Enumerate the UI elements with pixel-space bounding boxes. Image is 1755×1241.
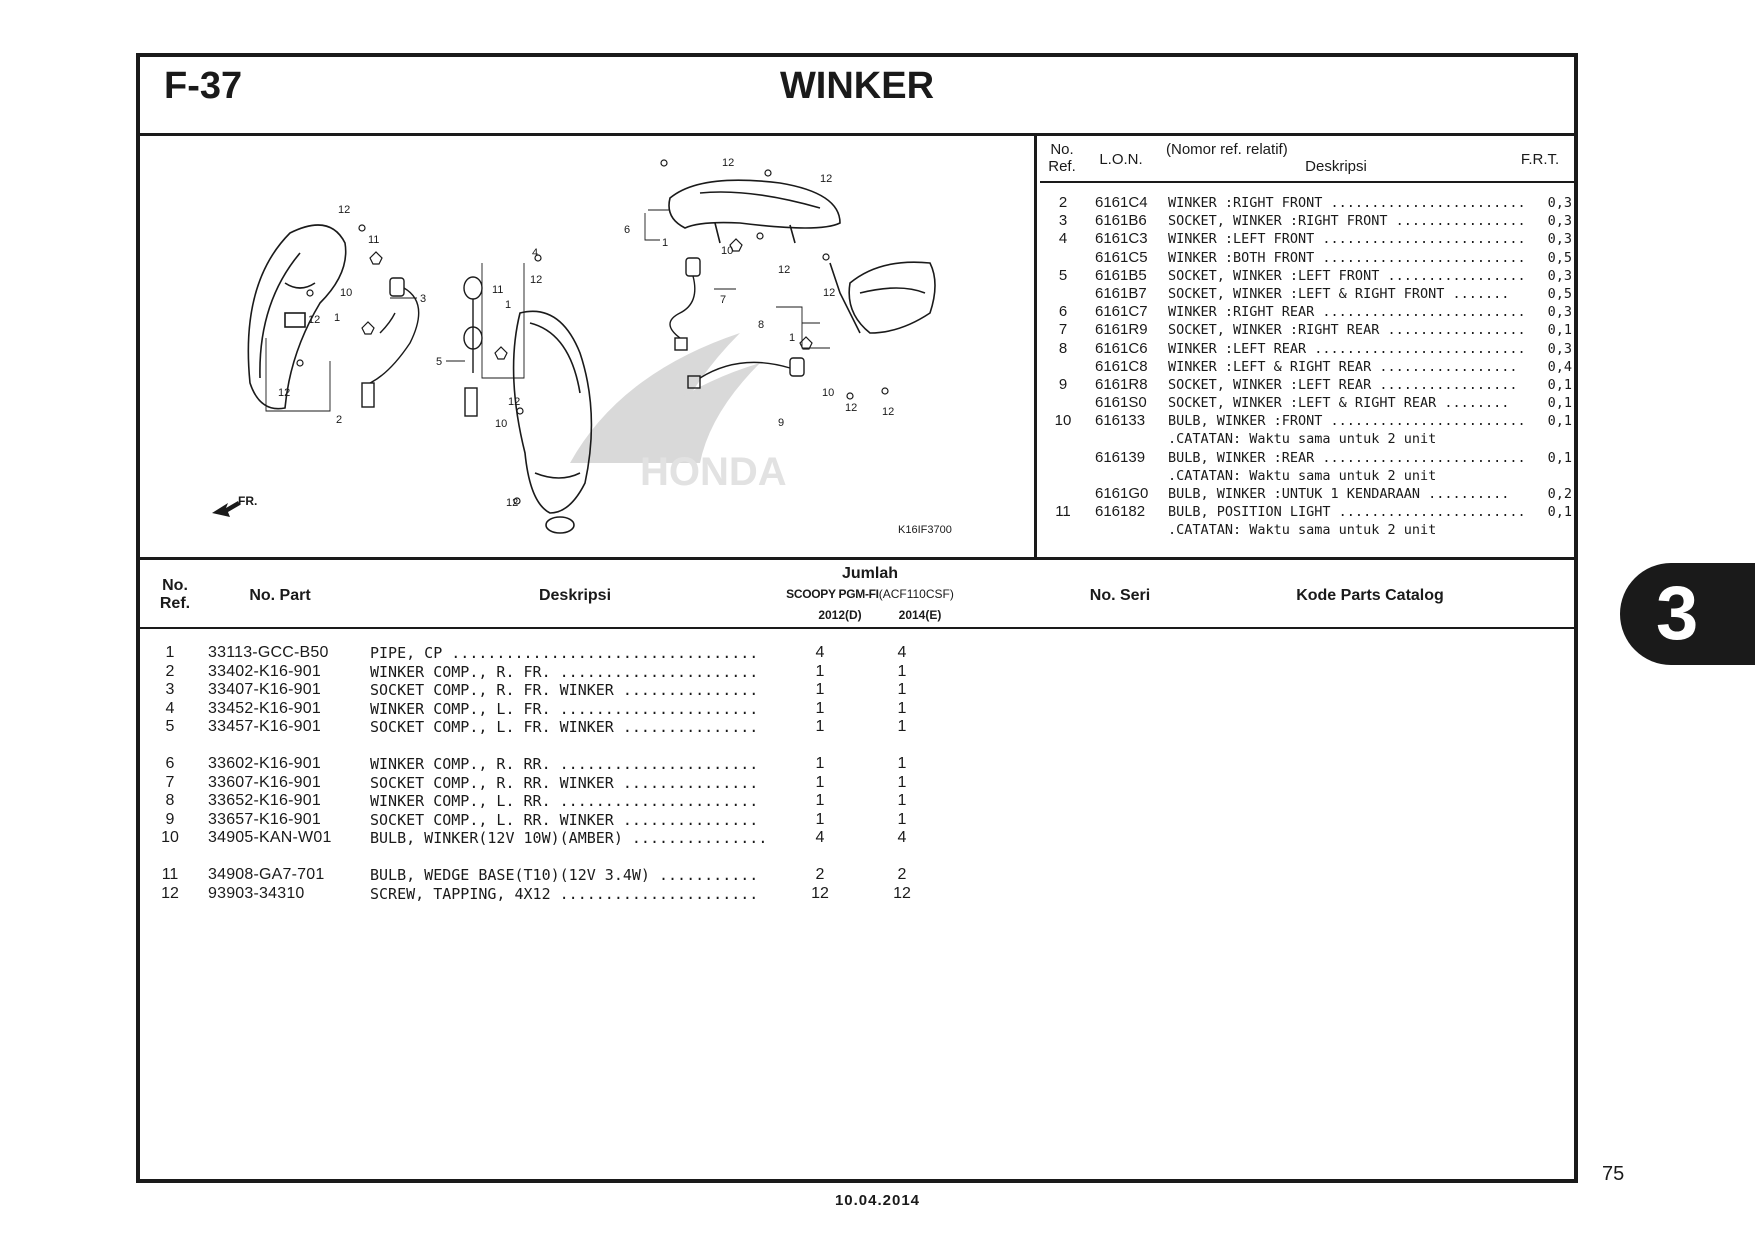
qty-2012: 4 xyxy=(815,829,825,847)
part-ref: 11 xyxy=(161,865,179,883)
callout-5: 5 xyxy=(436,356,443,368)
part-number: 33402-K16-901 xyxy=(208,662,321,680)
frt-ref: 7 xyxy=(1058,321,1068,339)
callout-12c: 12 xyxy=(278,387,291,399)
row-gap xyxy=(140,737,1040,755)
callout-12f: 12 xyxy=(506,497,519,509)
direction-label: FR. xyxy=(238,494,258,508)
upper-section-divider xyxy=(140,557,1574,560)
frt-ref: 6 xyxy=(1058,303,1068,321)
part-number: 33452-K16-901 xyxy=(208,699,321,717)
left-front-winker xyxy=(514,311,592,533)
part-ref: 5 xyxy=(165,718,175,736)
page-number: 75 xyxy=(1602,1163,1625,1185)
frt-value: 0,5 xyxy=(1547,249,1572,266)
frt-header-lon: L.O.N. xyxy=(1099,151,1143,168)
callout-3: 3 xyxy=(420,293,427,305)
part-desc: SCREW, TAPPING, 4X12 ...................... xyxy=(370,884,759,903)
frt-ref: 5 xyxy=(1058,266,1068,284)
frt-desc: BULB, WINKER :FRONT ........................ xyxy=(1168,413,1526,430)
table-row xyxy=(140,866,1040,885)
qty-2012: 1 xyxy=(815,792,825,810)
frt-value: 0,1 xyxy=(1547,413,1572,430)
callout-12g: 12 xyxy=(722,157,735,169)
callout-11a: 11 xyxy=(368,234,380,246)
frt-lon: 6161C4 xyxy=(1095,194,1148,211)
part-desc: SOCKET COMP., R. RR. WINKER ............... xyxy=(370,773,759,792)
frt-value: 0,1 xyxy=(1547,449,1572,466)
left-front-socket xyxy=(464,277,482,416)
frt-value: 0,1 xyxy=(1547,322,1572,339)
qty-2014: 1 xyxy=(897,773,907,791)
frt-value: 0,3 xyxy=(1547,304,1572,321)
table-row xyxy=(140,700,1040,719)
right-rear-socket xyxy=(670,258,700,350)
parts-header-no-part: No. Part xyxy=(249,587,311,604)
winker-exploded-view xyxy=(140,133,1034,557)
frt-row xyxy=(1040,212,1574,230)
direction-arrow xyxy=(212,494,257,517)
table-row xyxy=(140,792,1040,811)
parts-header-model: SCOOPY PGM-FI(ACF110CSF) xyxy=(786,587,954,601)
frt-row xyxy=(1040,412,1574,430)
qty-2014: 1 xyxy=(897,662,907,680)
frt-desc: SOCKET, WINKER :LEFT FRONT ................. xyxy=(1168,267,1526,284)
leader-lines xyxy=(266,210,830,411)
parts-header-divider xyxy=(140,627,1574,629)
right-rear-winker xyxy=(669,180,840,243)
callout-12l: 12 xyxy=(882,406,895,418)
table-row xyxy=(140,663,1040,682)
left-rear-winker xyxy=(830,262,935,333)
parts-header-year-2012: 2012(D) xyxy=(818,608,862,622)
callout-8: 8 xyxy=(758,319,765,331)
frt-row xyxy=(1040,449,1574,467)
frt-row xyxy=(1040,485,1574,503)
frt-row xyxy=(1040,394,1574,412)
frt-desc: SOCKET, WINKER :RIGHT REAR ................. xyxy=(1168,322,1526,339)
part-ref: 9 xyxy=(165,810,175,828)
part-ref: 10 xyxy=(161,829,179,847)
frt-ref: 11 xyxy=(1055,503,1071,521)
part-number: 33113-GCC-B50 xyxy=(208,644,329,661)
qty-2012: 4 xyxy=(815,644,825,661)
part-ref: 7 xyxy=(165,773,175,791)
frt-value: 0,1 xyxy=(1547,376,1572,393)
honda-watermark xyxy=(570,333,760,463)
callout-12h: 12 xyxy=(820,173,833,185)
parts-header-year-2014: 2014(E) xyxy=(898,608,942,622)
part-desc: BULB, WINKER(12V 10W)(AMBER) ............... xyxy=(370,829,768,848)
callout-12i: 12 xyxy=(778,264,791,276)
frt-ref: 8 xyxy=(1058,339,1068,357)
parts-header-no-ref: No. Ref. xyxy=(159,577,191,612)
exploded-diagram xyxy=(140,133,1034,557)
frt-row xyxy=(1040,358,1574,376)
frt-row xyxy=(1040,249,1574,267)
frt-lon: 6161R9 xyxy=(1095,321,1148,339)
callout-12k: 12 xyxy=(845,402,858,414)
right-front-socket xyxy=(362,278,419,407)
part-number: 33407-K16-901 xyxy=(208,681,321,699)
callout-10b: 10 xyxy=(495,418,508,430)
parts-table xyxy=(140,644,1040,903)
frt-desc: WINKER :LEFT & RIGHT REAR ................. xyxy=(1168,358,1518,375)
diagram-code: K16IF3700 xyxy=(898,524,952,536)
part-ref: 6 xyxy=(165,754,175,772)
frt-row xyxy=(1040,285,1574,303)
part-ref: 1 xyxy=(165,644,175,661)
catalog-frame xyxy=(136,53,1578,1183)
frt-row xyxy=(1040,521,1574,539)
section-tab: 3 xyxy=(1620,563,1755,665)
callout-4: 4 xyxy=(532,247,539,259)
callout-12d: 12 xyxy=(530,274,543,286)
callout-1b: 1 xyxy=(505,299,512,311)
frt-lon: 6161C8 xyxy=(1095,357,1148,375)
qty-2012: 12 xyxy=(811,884,829,902)
qty-2012: 1 xyxy=(815,773,825,791)
qty-2012: 2 xyxy=(815,865,825,883)
row-gap xyxy=(140,848,1040,866)
frt-row xyxy=(1040,376,1574,394)
parts-header-desc: Deskripsi xyxy=(538,587,612,604)
part-desc: PIPE, CP .................................. xyxy=(370,644,759,662)
qty-2014: 12 xyxy=(893,884,911,902)
part-number: 93903-34310 xyxy=(208,884,305,902)
part-ref: 12 xyxy=(161,884,179,902)
part-number: 33457-K16-901 xyxy=(208,718,321,736)
table-row xyxy=(140,755,1040,774)
frt-desc: .CATATAN: Waktu sama untuk 2 unit xyxy=(1168,431,1437,448)
diagram-divider xyxy=(1034,133,1037,557)
frt-desc: BULB, WINKER :REAR ......................... xyxy=(1168,449,1526,466)
frt-value: 0,1 xyxy=(1547,395,1572,412)
callout-9: 9 xyxy=(778,417,785,429)
frt-desc: BULB, POSITION LIGHT ....................... xyxy=(1168,504,1526,521)
part-desc: SOCKET COMP., L. FR. WINKER ............... xyxy=(370,718,759,737)
frt-lon: 6161S0 xyxy=(1095,394,1147,412)
frt-row xyxy=(1040,430,1574,448)
callout-12b: 12 xyxy=(308,314,321,326)
table-row xyxy=(140,681,1040,700)
qty-2014: 1 xyxy=(897,699,907,717)
qty-2014: 4 xyxy=(897,829,907,847)
frt-ref: 2 xyxy=(1058,194,1068,211)
qty-2014: 1 xyxy=(897,754,907,772)
honda-watermark-text: HONDA xyxy=(640,450,787,494)
callout-10c: 10 xyxy=(721,245,734,257)
callout-10a: 10 xyxy=(340,287,353,299)
frt-header-no-ref: No. Ref. xyxy=(1048,141,1076,175)
frt-row xyxy=(1040,230,1574,248)
part-desc: WINKER COMP., R. RR. ...................... xyxy=(370,754,759,773)
qty-2012: 1 xyxy=(815,699,825,717)
part-ref: 8 xyxy=(165,792,175,810)
qty-2014: 1 xyxy=(897,718,907,736)
part-number: 33602-K16-901 xyxy=(208,754,321,772)
part-number: 33652-K16-901 xyxy=(208,792,321,810)
table-row xyxy=(140,885,1040,904)
frt-lon: 6161B7 xyxy=(1095,284,1147,302)
part-desc: WINKER COMP., L. RR. ...................... xyxy=(370,792,759,811)
frt-value: 0,3 xyxy=(1547,267,1572,284)
callout-11b: 11 xyxy=(492,284,504,296)
frt-lon: 616182 xyxy=(1095,503,1146,521)
qty-2012: 1 xyxy=(815,754,825,772)
frt-desc: SOCKET, WINKER :LEFT & RIGHT REAR ........ xyxy=(1168,395,1510,412)
frt-desc: WINKER :LEFT FRONT ......................... xyxy=(1168,231,1526,248)
frt-ref: 3 xyxy=(1058,212,1068,230)
frt-ref: 10 xyxy=(1054,412,1072,430)
frt-lon: 616133 xyxy=(1095,412,1146,430)
part-desc: SOCKET COMP., L. RR. WINKER ............... xyxy=(370,810,759,829)
frt-lon: 6161R8 xyxy=(1095,375,1148,393)
part-desc: WINKER COMP., R. FR. ...................... xyxy=(370,662,759,681)
frt-row xyxy=(1040,467,1574,485)
qty-2014: 1 xyxy=(897,792,907,810)
frt-value: 0,3 xyxy=(1547,340,1572,357)
qty-2012: 1 xyxy=(815,662,825,680)
frt-row xyxy=(1040,340,1574,358)
callout-1c: 1 xyxy=(662,237,669,249)
parts-header-no-seri: No. Seri xyxy=(1089,587,1151,604)
frt-value: 0,5 xyxy=(1547,285,1572,302)
frt-desc: WINKER :BOTH FRONT ......................... xyxy=(1168,249,1526,266)
qty-2014: 2 xyxy=(897,865,907,883)
frt-lon: 6161B6 xyxy=(1095,212,1147,230)
parts-header-jumlah: Jumlah xyxy=(841,565,898,582)
frt-row xyxy=(1040,267,1574,285)
frt-table xyxy=(1040,194,1574,540)
callout-12e: 12 xyxy=(508,396,521,408)
callout-6: 6 xyxy=(624,224,631,236)
part-number: 34905-KAN-W01 xyxy=(208,829,332,847)
frt-ref: 4 xyxy=(1058,230,1068,248)
frt-row xyxy=(1040,321,1574,339)
frt-ref: 9 xyxy=(1058,375,1068,393)
table-row xyxy=(140,774,1040,793)
frt-lon: 6161C7 xyxy=(1095,303,1148,321)
frt-desc: SOCKET, WINKER :LEFT & RIGHT FRONT ....... xyxy=(1168,285,1510,302)
part-desc: BULB, WEDGE BASE(T10)(12V 3.4W) ........... xyxy=(370,865,759,884)
frt-lon: 6161C6 xyxy=(1095,339,1148,357)
frt-header-divider xyxy=(1040,181,1578,183)
frt-value: 0,2 xyxy=(1547,486,1572,502)
frt-row xyxy=(1040,194,1574,212)
part-ref: 3 xyxy=(165,681,175,699)
part-ref: 4 xyxy=(165,699,175,717)
right-front-winker xyxy=(248,225,345,409)
frt-desc: WINKER :RIGHT REAR ......................... xyxy=(1168,304,1526,321)
footer-date: 10.04.2014 xyxy=(834,1192,921,1209)
page-title: WINKER xyxy=(779,65,935,107)
callout-10d: 10 xyxy=(822,387,835,399)
part-number: 34908-GA7-701 xyxy=(208,865,325,883)
frt-row xyxy=(1040,503,1574,521)
qty-2014: 1 xyxy=(897,681,907,699)
part-ref: 2 xyxy=(165,662,175,680)
frt-lon: 6161B5 xyxy=(1095,266,1147,284)
frt-header-frt: F.R.T. xyxy=(1520,151,1560,168)
table-row xyxy=(140,811,1040,830)
part-number: 33657-K16-901 xyxy=(208,810,321,828)
frt-lon: 6161C5 xyxy=(1095,248,1148,266)
frt-lon: 6161G0 xyxy=(1095,485,1149,502)
parts-header-kode: Kode Parts Catalog xyxy=(1296,587,1444,604)
frt-desc: WINKER :LEFT REAR .......................... xyxy=(1168,340,1526,357)
table-row xyxy=(140,644,1040,663)
callout-12j: 12 xyxy=(823,287,836,299)
part-desc: WINKER COMP., L. FR. ...................... xyxy=(370,699,759,718)
frt-value: 0,3 xyxy=(1547,231,1572,248)
frt-value: 0,3 xyxy=(1547,195,1572,211)
callout-7: 7 xyxy=(720,294,727,306)
callout-12a: 12 xyxy=(338,204,351,216)
qty-2014: 4 xyxy=(897,644,907,661)
table-row xyxy=(140,829,1040,848)
frt-header-desc: (Nomor ref. relatif) Deskripsi xyxy=(1166,141,1367,175)
qty-2012: 1 xyxy=(815,681,825,699)
table-row xyxy=(140,718,1040,737)
frt-value: 0,4 xyxy=(1547,358,1572,375)
frt-lon: 616139 xyxy=(1095,448,1146,466)
part-desc: SOCKET COMP., R. FR. WINKER ............... xyxy=(370,681,759,700)
frt-desc: SOCKET, WINKER :LEFT REAR ................. xyxy=(1168,376,1518,393)
frt-lon: 6161C3 xyxy=(1095,230,1148,248)
page-code: F-37 xyxy=(164,65,243,107)
frt-desc: BULB, WINKER :UNTUK 1 KENDARAAN .......... xyxy=(1168,486,1510,502)
qty-2012: 1 xyxy=(815,718,825,736)
callout-2: 2 xyxy=(336,414,343,426)
qty-2012: 1 xyxy=(815,810,825,828)
frt-row xyxy=(1040,303,1574,321)
frt-desc: .CATATAN: Waktu sama untuk 2 unit xyxy=(1168,522,1437,539)
frt-desc: SOCKET, WINKER :RIGHT FRONT ................ xyxy=(1168,213,1526,230)
qty-2014: 1 xyxy=(897,810,907,828)
frt-desc: WINKER :RIGHT FRONT ........................ xyxy=(1168,195,1526,211)
callout-1d: 1 xyxy=(789,332,796,344)
callout-1a: 1 xyxy=(334,312,341,324)
frt-value: 0,1 xyxy=(1547,504,1572,521)
frt-desc: .CATATAN: Waktu sama untuk 2 unit xyxy=(1168,467,1437,484)
frt-value: 0,3 xyxy=(1547,213,1572,230)
part-number: 33607-K16-901 xyxy=(208,773,321,791)
